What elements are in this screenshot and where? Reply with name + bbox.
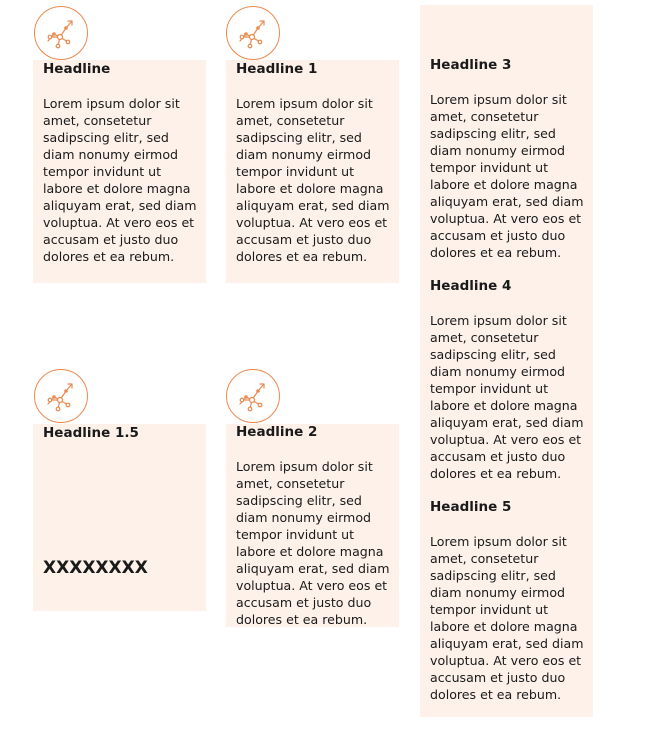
side-body-3: Lorem ipsum dolor sit amet, consetetur sadipscing elitr, sed diam nonumy eirmod tempor invidunt ut labore et dolore magna aliquyam erat, sed diam voluptua. At vero eos et accusam et justo duo dolores et ea rebum. xyxy=(430,92,584,260)
card-title: Headline xyxy=(43,61,111,77)
card-body-text: Lorem ipsum dolor sit amet, consetetur sadipscing elitr, sed diam nonumy eirmod tempor invidunt ut labore et dolore magna aliquyam erat, sed diam voluptua. At vero eos et accusam et justo duo dolores et ea rebum. xyxy=(43,96,197,264)
card-title: Headline 1.5 xyxy=(43,425,139,441)
side-title-5: Headline 5 xyxy=(430,499,512,515)
card-body-text: Lorem ipsum dolor sit amet, consetetur sadipscing elitr, sed diam nonumy eirmod tempor invidunt ut labore et dolore magna aliquyam erat, sed diam voluptua. At vero eos et accusam et justo duo dolores et ea rebum. xyxy=(236,459,390,627)
chart-network-icon xyxy=(226,6,280,60)
side-body-5: Lorem ipsum dolor sit amet, consetetur sadipscing elitr, sed diam nonumy eirmod tempor invidunt ut labore et dolore magna aliquyam erat, sed diam voluptua. At vero eos et accusam et justo duo dolores et ea rebum. xyxy=(430,534,584,702)
card-title: Headline 2 xyxy=(236,424,318,440)
card-body-text: Lorem ipsum dolor sit amet, consetetur sadipscing elitr, sed diam nonumy eirmod tempor invidunt ut labore et dolore magna aliquyam erat, sed diam voluptua. At vero eos et accusam et justo duo dolores et ea rebum. xyxy=(236,96,390,264)
chart-network-icon xyxy=(34,6,88,60)
card-headline-1-5 xyxy=(33,424,206,611)
chart-network-icon xyxy=(34,369,88,423)
card-title: Headline 1 xyxy=(236,61,318,77)
side-title-3: Headline 3 xyxy=(430,57,512,73)
chart-network-icon xyxy=(226,369,280,423)
side-title-4: Headline 4 xyxy=(430,278,512,294)
card-value: XXXXXXXX xyxy=(43,558,148,578)
side-body-4: Lorem ipsum dolor sit amet, consetetur sadipscing elitr, sed diam nonumy eirmod tempor invidunt ut labore et dolore magna aliquyam erat, sed diam voluptua. At vero eos et accusam et justo duo dolores et ea rebum. xyxy=(430,313,584,481)
